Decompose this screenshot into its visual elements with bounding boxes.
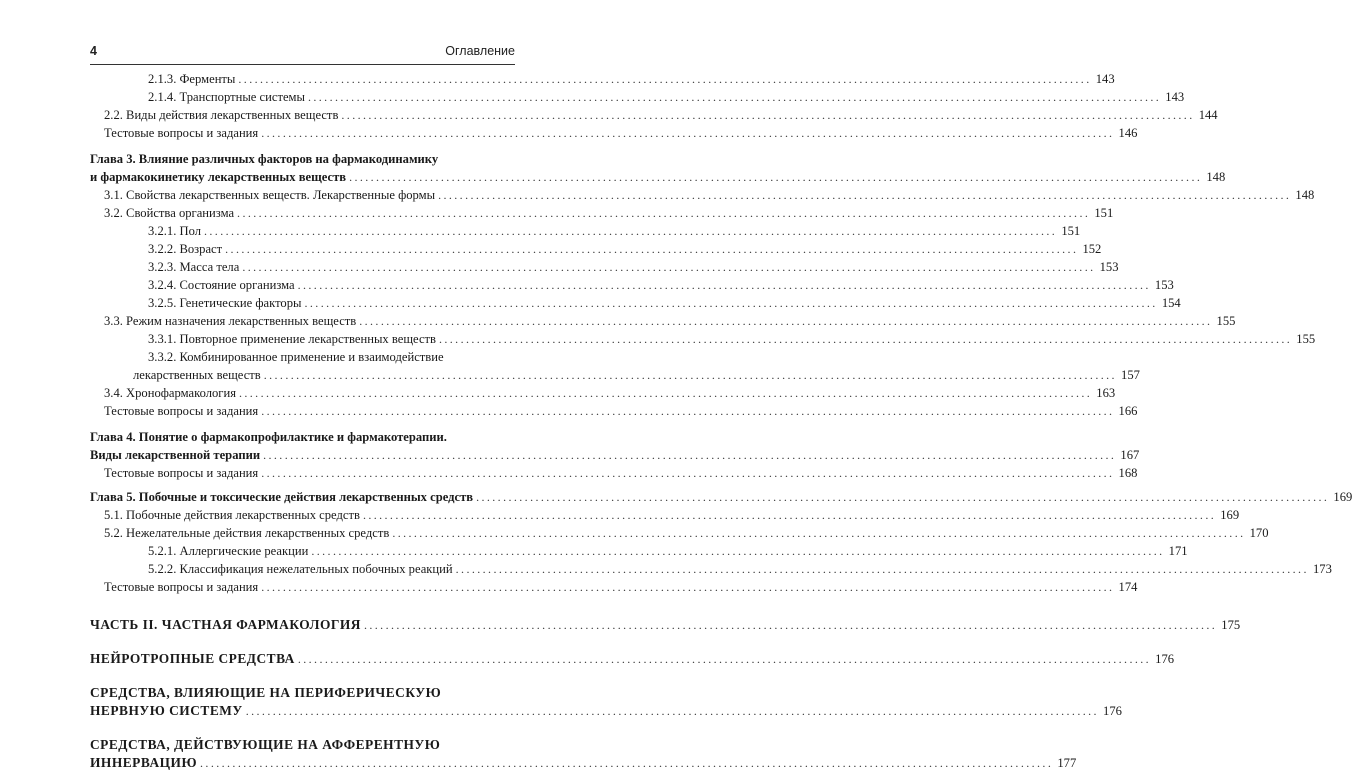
toc-entry[interactable] xyxy=(90,464,1138,482)
chapter-5-heading[interactable] xyxy=(90,488,1352,506)
toc-dot-leader: .............................................................................................................................................................. xyxy=(307,90,1162,104)
toc-entry-title: Тестовые вопросы и задания xyxy=(104,466,259,480)
chapter-4-title-line-1: Глава 4. Понятие о фармакопрофилактике и фармакотерапии. xyxy=(90,430,447,444)
toc-entry[interactable] xyxy=(90,402,1138,420)
toc-dot-leader: .............................................................................................................................................................. xyxy=(455,562,1309,576)
section-afferent-title-line-2: ИННЕРВАЦИЮ xyxy=(90,755,198,770)
toc-dot-leader: .............................................................................................................................................................. xyxy=(476,490,1330,504)
toc-entry[interactable] xyxy=(90,186,1315,204)
toc-dot-leader: .............................................................................................................................................................. xyxy=(204,224,1058,238)
section-peripheral-page: 176 xyxy=(1103,704,1122,718)
toc-dot-leader: .............................................................................................................................................................. xyxy=(297,652,1152,666)
section-peripheral-title-line-2: НЕРВНУЮ СИСТЕМУ xyxy=(90,703,243,718)
toc-entry-page: 153 xyxy=(1099,260,1119,274)
toc-entry-page: 171 xyxy=(1168,544,1188,558)
section-afferent-title-line-1: СРЕДСТВА, ДЕЙСТВУЮЩИЕ НА АФФЕРЕНТНУЮ xyxy=(90,737,441,752)
toc-dot-leader: .............................................................................................................................................................. xyxy=(263,448,1117,462)
toc-entry[interactable] xyxy=(90,106,1218,124)
toc-dot-leader: .............................................................................................................................................................. xyxy=(245,704,1099,718)
toc-entry-title: 3.1. Свойства лекарственных веществ. Лекарственные формы xyxy=(104,188,436,202)
toc-entry-page: 169 xyxy=(1220,508,1240,522)
toc-entry-page: 168 xyxy=(1118,466,1138,480)
toc-entry-title: 2.1.3. Ферменты xyxy=(148,72,236,86)
part-2-heading[interactable] xyxy=(90,616,1241,634)
chapter-4-heading[interactable] xyxy=(90,428,1140,464)
toc-entry[interactable] xyxy=(90,222,1081,240)
toc-entry-title: 3.3. Режим назначения лекарственных веществ xyxy=(104,314,357,328)
toc-entry[interactable] xyxy=(90,384,1116,402)
toc-entry-page: 170 xyxy=(1249,526,1269,540)
toc-dot-leader: .............................................................................................................................................................. xyxy=(225,242,1079,256)
toc-entry-title-line-2: лекарственных веществ xyxy=(133,368,261,382)
toc-dot-leader: .............................................................................................................................................................. xyxy=(261,126,1115,140)
toc-dot-leader: .............................................................................................................................................................. xyxy=(261,404,1115,418)
toc-entry[interactable] xyxy=(90,258,1119,276)
chapter-4-title-line-2: Виды лекарственной терапии xyxy=(90,448,261,462)
toc-entry[interactable] xyxy=(90,276,1174,294)
header-rule xyxy=(90,64,515,65)
toc-dot-leader: .............................................................................................................................................................. xyxy=(297,278,1151,292)
toc-entry[interactable] xyxy=(90,312,1236,330)
toc-entry-title-line-1: 3.3.2. Комбинированное применение и взаимодействие xyxy=(148,350,444,364)
toc-entry-page: 155 xyxy=(1296,332,1316,346)
toc-entry-title: 3.4. Хронофармакология xyxy=(104,386,236,400)
toc-dot-leader: .............................................................................................................................................................. xyxy=(200,756,1054,770)
section-neurotropic-title: НЕЙРОТРОПНЫЕ СРЕДСТВА xyxy=(90,651,295,666)
toc-entry-page: 174 xyxy=(1118,580,1138,594)
toc-entry[interactable] xyxy=(90,70,1115,88)
toc-entry[interactable] xyxy=(90,542,1188,560)
chapter-3-title-line-2: и фармакокинетику лекарственных веществ xyxy=(90,170,347,184)
running-title: Оглавление xyxy=(445,44,515,58)
toc-entry-title: 2.2. Виды действия лекарственных веществ xyxy=(104,108,339,122)
toc-entry-page: 166 xyxy=(1118,404,1138,418)
toc-entry-title: 3.2.2. Возраст xyxy=(148,242,223,256)
toc-dot-leader: .............................................................................................................................................................. xyxy=(261,466,1115,480)
toc-entry-title: 5.2. Нежелательные действия лекарственных средств xyxy=(104,526,390,540)
toc-entry-title: 3.2.1. Пол xyxy=(148,224,201,238)
toc-dot-leader: .............................................................................................................................................................. xyxy=(359,314,1213,328)
toc-entry-page: 154 xyxy=(1161,296,1181,310)
toc-dot-leader: .............................................................................................................................................................. xyxy=(362,508,1217,522)
chapter-5-page: 169 xyxy=(1333,490,1352,504)
toc-dot-leader: .............................................................................................................................................................. xyxy=(263,368,1117,382)
toc-dot-leader: .............................................................................................................................................................. xyxy=(311,544,1165,558)
section-afferent-page: 177 xyxy=(1057,756,1077,770)
toc-dot-leader: .............................................................................................................................................................. xyxy=(392,526,1246,540)
toc-entry-multiline[interactable] xyxy=(90,348,1140,384)
running-header xyxy=(90,44,515,62)
toc-entry-title: Тестовые вопросы и задания xyxy=(104,126,259,140)
chapter-5-title: Глава 5. Побочные и токсические действия лекарственных средств xyxy=(90,490,474,504)
toc-dot-leader: .............................................................................................................................................................. xyxy=(304,296,1158,310)
toc-entry[interactable] xyxy=(90,204,1114,222)
toc-dot-leader: .............................................................................................................................................................. xyxy=(438,332,1293,346)
toc-entry[interactable] xyxy=(90,578,1138,596)
toc-entry-title: 3.2.4. Состояние организма xyxy=(148,278,295,292)
toc-dot-leader: .............................................................................................................................................................. xyxy=(341,108,1195,122)
toc-entry-title: 2.1.4. Транспортные системы xyxy=(148,90,305,104)
toc-entry[interactable] xyxy=(90,294,1181,312)
chapter-3-title-line-1: Глава 3. Влияние различных факторов на фармакодинамику xyxy=(90,152,439,166)
toc-entry[interactable] xyxy=(90,124,1138,142)
toc-dot-leader: .............................................................................................................................................................. xyxy=(349,170,1203,184)
toc-entry-title: 3.2.5. Генетические факторы xyxy=(148,296,302,310)
toc-entry-title: 3.3.1. Повторное применение лекарственных веществ xyxy=(148,332,436,346)
chapter-4-page: 167 xyxy=(1120,448,1140,462)
toc-entry-page: 153 xyxy=(1154,278,1174,292)
toc-entry-page: 146 xyxy=(1118,126,1138,140)
toc-entry-page: 151 xyxy=(1094,206,1114,220)
table-of-contents xyxy=(90,70,1352,772)
toc-entry-title: 3.2.3. Масса тела xyxy=(148,260,240,274)
section-afferent[interactable] xyxy=(90,736,1077,772)
toc-entry-page: 143 xyxy=(1095,72,1115,86)
chapter-3-heading[interactable] xyxy=(90,150,1226,186)
section-peripheral-title-line-1: СРЕДСТВА, ВЛИЯЮЩИЕ НА ПЕРИФЕРИЧЕСКУЮ xyxy=(90,685,442,700)
toc-entry[interactable] xyxy=(90,506,1240,524)
toc-entry-title: Тестовые вопросы и задания xyxy=(104,404,259,418)
chapter-3-page: 148 xyxy=(1206,170,1226,184)
toc-dot-leader: .............................................................................................................................................................. xyxy=(438,188,1292,202)
toc-entry[interactable] xyxy=(90,330,1316,348)
section-neurotropic[interactable] xyxy=(90,650,1175,668)
toc-entry-page: 163 xyxy=(1096,386,1116,400)
toc-entry-page: 155 xyxy=(1216,314,1236,328)
toc-entry-page: 143 xyxy=(1165,90,1185,104)
section-neurotropic-page: 176 xyxy=(1155,652,1175,666)
toc-dot-leader: .............................................................................................................................................................. xyxy=(242,260,1096,274)
toc-dot-leader: .............................................................................................................................................................. xyxy=(237,206,1091,220)
toc-entry-page: 173 xyxy=(1312,562,1332,576)
part-2-page: 175 xyxy=(1221,618,1241,632)
toc-entry-title: 5.1. Побочные действия лекарственных средств xyxy=(104,508,360,522)
toc-entry[interactable] xyxy=(90,240,1102,258)
page-number: 4 xyxy=(90,44,97,58)
toc-entry[interactable] xyxy=(90,88,1185,106)
toc-entry-page: 144 xyxy=(1198,108,1218,122)
toc-entry[interactable] xyxy=(90,560,1332,578)
toc-entry-page: 152 xyxy=(1082,242,1102,256)
toc-entry-title: Тестовые вопросы и задания xyxy=(104,580,259,594)
toc-entry[interactable] xyxy=(90,524,1269,542)
toc-entry-title: 3.2. Свойства организма xyxy=(104,206,235,220)
toc-dot-leader: .............................................................................................................................................................. xyxy=(261,580,1115,594)
toc-entry-title: 5.2.1. Аллергические реакции xyxy=(148,544,309,558)
part-2-title: ЧАСТЬ II. ЧАСТНАЯ ФАРМАКОЛОГИЯ xyxy=(90,617,361,632)
toc-dot-leader: .............................................................................................................................................................. xyxy=(363,618,1218,632)
toc-entry-title: 5.2.2. Классификация нежелательных побочных реакций xyxy=(148,562,453,576)
toc-entry-page: 151 xyxy=(1061,224,1081,238)
toc-entry-page: 148 xyxy=(1295,188,1315,202)
toc-entry-page: 157 xyxy=(1121,368,1140,382)
section-peripheral[interactable] xyxy=(90,684,1122,720)
toc-dot-leader: .............................................................................................................................................................. xyxy=(238,386,1093,400)
toc-dot-leader: .............................................................................................................................................................. xyxy=(238,72,1092,86)
